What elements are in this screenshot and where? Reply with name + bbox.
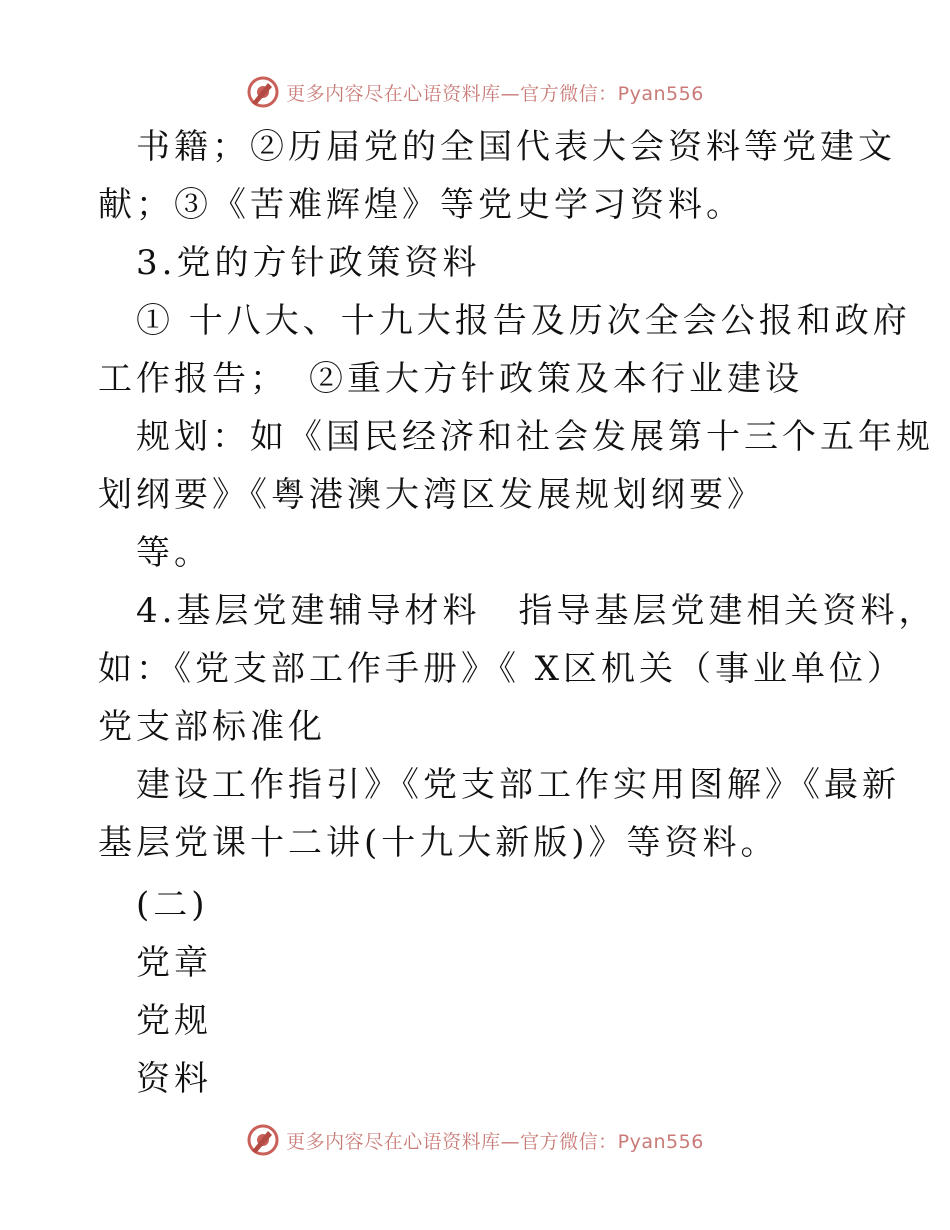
footer-watermark-text: 更多内容尽在心语资料库—官方微信：Pyan556 — [286, 1130, 704, 1153]
footer-watermark — [0, 1120, 950, 1160]
paragraph-line: 划纲要》《粤港澳大湾区发展规划纲要》 — [98, 475, 765, 515]
list-item: 党规 — [136, 1001, 212, 1041]
paragraph-line: 书籍；②历届党的全国代表大会资料等党建文 — [136, 127, 896, 167]
paragraph-line: 等。 — [136, 533, 212, 573]
list-item: 资料 — [136, 1059, 212, 1099]
paragraph-line: 工作报告； ②重大方针政策及本行业建设 — [98, 359, 803, 399]
paragraph-line: ① 十八大、十九大报告及历次全会公报和政府 — [136, 301, 911, 341]
paragraph-line: 献；③《苦难辉煌》等党史学习资料。 — [98, 185, 744, 225]
section-heading-4: 4.基层党建辅导材料 指导基层党建相关资料， — [136, 591, 937, 631]
section-heading-2: (二) — [136, 885, 209, 925]
paragraph-line: 如：《党支部工作手册》《 X区机关（事业单位） — [98, 649, 906, 689]
pen-logo-icon — [246, 75, 280, 109]
pen-logo-icon — [246, 1123, 280, 1157]
paragraph-line: 规划：如《国民经济和社会发展第十三个五年规 — [136, 417, 934, 457]
paragraph-line: 基层党课十二讲(十九大新版)》等资料。 — [98, 823, 779, 863]
section-heading-3: 3.党的方针政策资料 — [136, 243, 481, 283]
paragraph-line: 建设工作指引》《党支部工作实用图解》《最新 — [136, 765, 900, 805]
paragraph-line: 党支部标准化 — [98, 707, 326, 747]
header-watermark-text: 更多内容尽在心语资料库—官方微信：Pyan556 — [286, 82, 704, 105]
list-item: 党章 — [136, 943, 212, 983]
header-watermark — [0, 72, 950, 112]
